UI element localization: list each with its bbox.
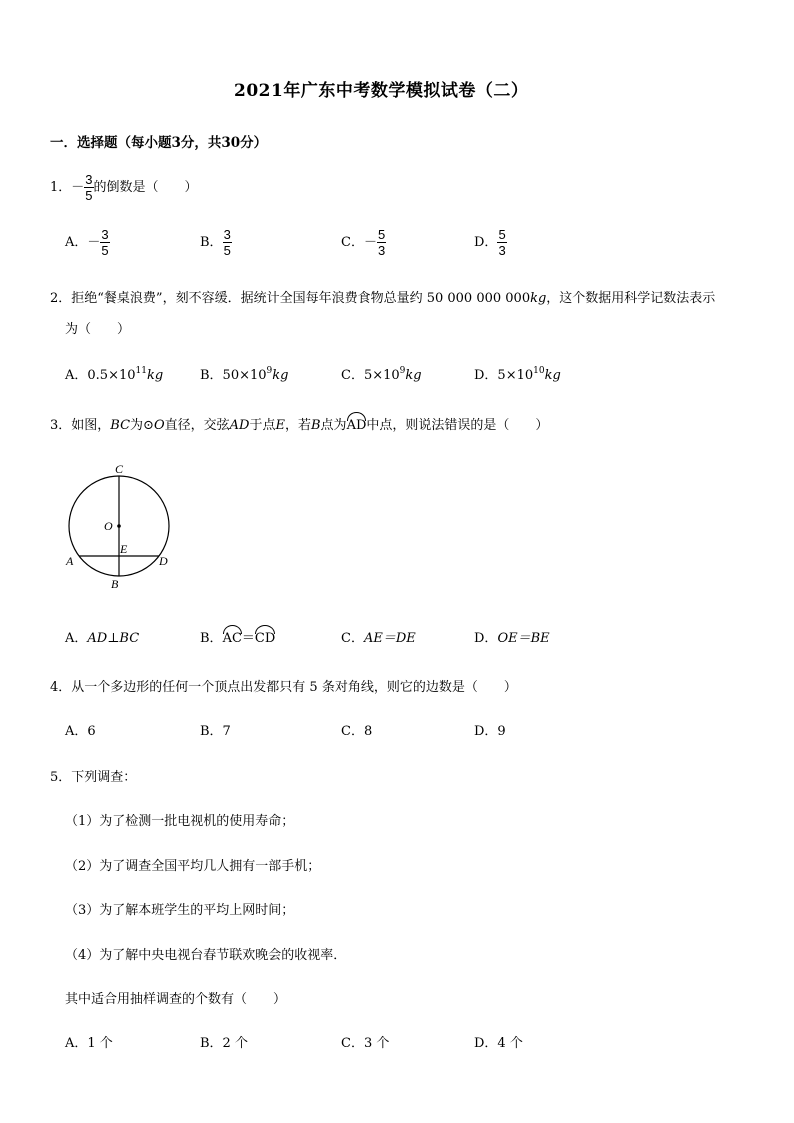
survey-item-2: （2）为了调查全国平均几人拥有一部手机；	[65, 859, 321, 874]
minus-sign: －	[71, 180, 85, 195]
label-a: A	[66, 554, 74, 568]
q2-option-d[interactable]: D．$5\times 10^{10}kg$	[474, 366, 561, 383]
q1-option-d[interactable]: D． $\frac{5}{3}$	[474, 227, 506, 258]
label-e: E	[120, 542, 128, 556]
question-5: 5．下列调查：	[50, 770, 137, 785]
question-4: 4．从一个多边形的任何一个顶点出发都只有 5 条对角线，则它的边数是（ ）	[50, 680, 517, 695]
q4-option-c[interactable]: C．8	[341, 724, 373, 739]
question-1	[50, 172, 198, 203]
q2-option-a[interactable]: A．$0.5\times 10^{11}kg$	[65, 366, 164, 383]
survey-item-4: （4）为了解中央电视台春节联欢晚会的收视率．	[65, 948, 347, 963]
q2-option-c[interactable]: C．$5\times 10^9kg$	[341, 366, 422, 383]
q4-option-a[interactable]: A．6	[65, 724, 96, 739]
circle-figure	[60, 458, 180, 593]
question-2-line2: 为（ ）	[65, 322, 131, 337]
q5-option-c[interactable]: C．3 个	[341, 1036, 390, 1051]
q5-option-d[interactable]: D．4 个	[474, 1036, 523, 1051]
question-5-prompt: 其中适合用抽样调查的个数有（ ）	[65, 992, 287, 1007]
q5-option-b[interactable]: B．2 个	[200, 1036, 248, 1051]
question-2	[50, 287, 715, 306]
q5-option-a[interactable]: A．1 个	[65, 1036, 113, 1051]
q3-option-a[interactable]: A．AD⊥BC	[65, 631, 140, 646]
question-text-tail: ，这个数据用科学记数法表示	[546, 291, 716, 306]
q1-option-c[interactable]: C．－ $\frac{5}{3}$	[341, 227, 386, 258]
survey-item-1: （1）为了检测一批电视机的使用寿命；	[65, 814, 295, 829]
label-c: C	[115, 462, 124, 476]
q3-option-d[interactable]: D．OE＝BE	[474, 631, 550, 646]
survey-item-3: （3）为了解本班学生的平均上网时间；	[65, 903, 295, 918]
label-d: D	[159, 554, 168, 568]
question-number: 1．	[50, 180, 72, 195]
question-3: 3．如图，BC为⊙O直径，交弦AD于点E，若B点为AD中点，则说法错误的是（ ）	[50, 414, 548, 433]
question-text: 的倒数是（ ）	[93, 180, 198, 195]
section-heading: 一．选择题（每小题3分，共30分）	[50, 135, 268, 151]
arc-ad: AD	[347, 415, 367, 433]
fraction: $\frac{3}{5}$	[85, 172, 93, 203]
q3-option-b[interactable]: B．AC＝CD	[200, 627, 275, 646]
q4-option-d[interactable]: D．9	[474, 724, 506, 739]
page-title: 2021年广东中考数学模拟试卷（二）	[234, 81, 529, 101]
q1-option-a[interactable]: A．－ $\frac{3}{5}$	[65, 227, 109, 258]
question-text: 拒绝“餐桌浪费”，刻不容缓．据统计全国每年浪费食物总量约 50 000 000 000	[71, 291, 531, 306]
q3-option-c[interactable]: C．AE＝DE	[341, 631, 416, 646]
unit-text: kg	[530, 291, 547, 306]
q4-option-b[interactable]: B．7	[200, 724, 231, 739]
q2-option-b[interactable]: B．$50\times 10^9kg$	[200, 366, 289, 383]
q1-option-b[interactable]: B． $\frac{3}{5}$	[200, 227, 231, 258]
label-o: O	[104, 519, 113, 533]
question-number: 2．	[50, 291, 72, 306]
label-b: B	[111, 577, 119, 591]
